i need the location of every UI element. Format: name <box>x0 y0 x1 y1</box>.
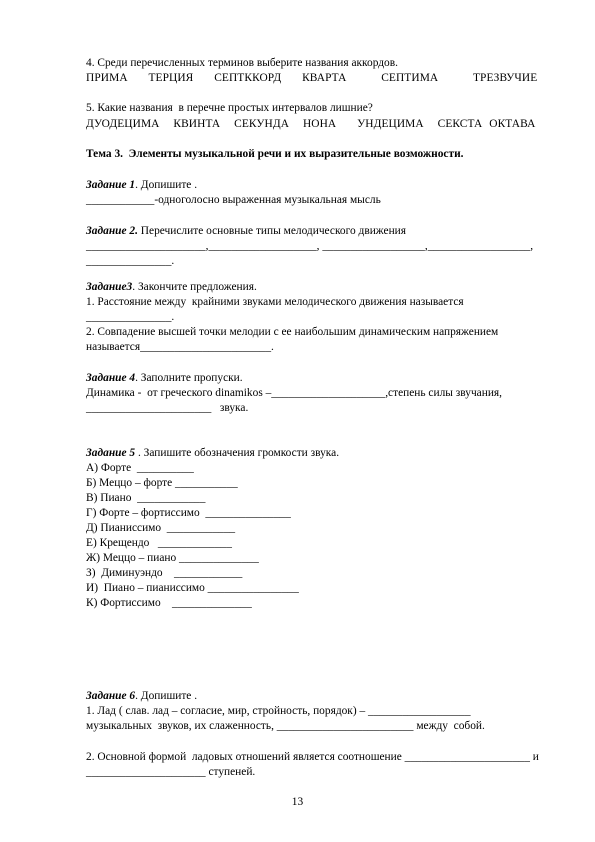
task-1-label: Задание 1 <box>86 179 136 191</box>
dynamics-item: Г) Форте – фортиссимо _______________ <box>86 507 291 519</box>
task-2-heading <box>86 225 406 239</box>
task-6-line-1: 1. Лад ( слав. лад – согласие, мир, стройность, порядок) – __________________ <box>86 705 471 717</box>
task-4-heading <box>86 372 243 386</box>
task-6-label: Задание 6 <box>86 690 136 702</box>
task-4-instruction: . Заполните пропуски. <box>135 372 243 384</box>
task-3-heading <box>86 281 257 295</box>
question-5: 5. Какие названия в перечне простых интервалов лишние? <box>86 102 373 114</box>
dynamics-item: Е) Крещендо _____________ <box>86 537 232 549</box>
dynamics-item: Б) Меццо – форте ___________ <box>86 477 238 489</box>
dynamics-item: Д) Пианиссимо ____________ <box>86 522 236 534</box>
page-number: 13 <box>291 796 304 808</box>
dynamics-item: В) Пиано ____________ <box>86 492 206 504</box>
task-6-heading <box>86 690 197 704</box>
task-2-instruction: Перечислите основные типы мелодического движения <box>137 225 407 237</box>
task-2-line-1: _____________________,___________________, __________________,__________________, <box>86 240 534 252</box>
task-4-line-2: ______________________ звука. <box>86 402 249 414</box>
task-2-label: Задание 2. <box>86 225 138 237</box>
task-5-heading <box>86 447 339 461</box>
task-5-label: Задание 5 <box>86 447 136 459</box>
dynamics-item: З) Диминуэндо ____________ <box>86 567 243 579</box>
task-3-line-4-blank: _______________________. <box>140 341 274 353</box>
dynamics-item: Ж) Меццо – пиано ______________ <box>86 552 259 564</box>
dynamics-item: А) Форте __________ <box>86 462 194 474</box>
task-4-label: Задание 4 <box>86 372 136 384</box>
dynamics-item: И) Пиано – пианиссимо ________________ <box>86 582 299 594</box>
dynamics-item: К) Фортиссимо ______________ <box>86 597 252 609</box>
task-6-instruction: . Допишите . <box>135 690 198 702</box>
task-1-line: ____________-одноголосно выраженная музыкальная мысль <box>86 194 381 206</box>
task-1-instruction: . Допишите . <box>135 179 198 191</box>
question-4: 4. Среди перечисленных терминов выберите названия аккордов. <box>86 57 398 69</box>
task-6-line-4: _____________________ ступеней. <box>86 766 256 778</box>
task-3-line-1: 1. Расстояние между крайними звуками мелодического движения называется <box>86 296 464 308</box>
question-5-terms: ДУОДЕЦИМА КВИНТА СЕКУНДА НОНА УНДЕЦИМА СЕКСТА ОКТАВА <box>86 118 536 130</box>
task-3-instruction: . Закончите предложения. <box>132 281 257 293</box>
task-3-line-4-text: называется <box>86 341 141 353</box>
task-6-line-3: 2. Основной формой ладовых отношений является соотношение ______________________ и <box>86 751 539 763</box>
task-5-instruction: . Запишите обозначения громкости звука. <box>135 447 340 459</box>
task-4-line-1: Динамика - от греческого dinamikos –____________________,степень силы звучания, <box>86 387 503 399</box>
task-6-line-2: музыкальных звуков, их слаженность, ________________________ между собой. <box>86 720 485 732</box>
task-3-line-4 <box>86 341 274 355</box>
task-3-label: Задание3 <box>86 281 133 293</box>
question-4-terms: ПРИМА ТЕРЦИЯ СЕПТККОРД КВАРТА СЕПТИМА ТРЕЗВУЧИЕ <box>86 72 538 84</box>
task-3-line-3: 2. Совпадение высшей точки мелодии с ее наибольшим динамическим напряжением <box>86 326 499 338</box>
topic-heading: Тема 3. Элементы музыкальной речи и их выразительные возможности. <box>86 148 464 160</box>
task-2-line-2: _______________. <box>86 255 175 267</box>
task-1-heading <box>86 179 197 193</box>
task-3-line-2: _______________. <box>86 311 175 323</box>
